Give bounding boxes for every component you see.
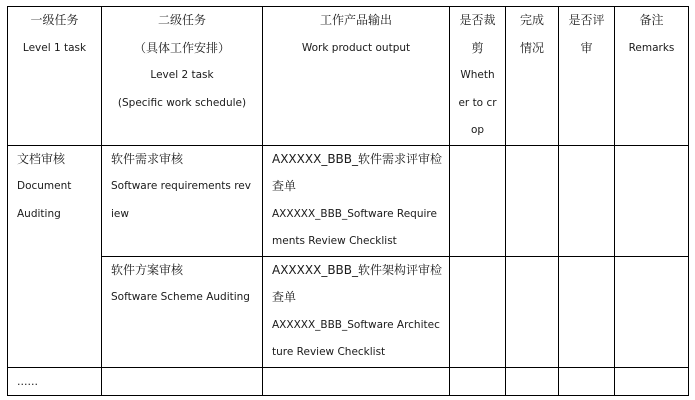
empty-cell (506, 367, 559, 396)
header-row (8, 7, 689, 146)
empty-cell (559, 367, 615, 396)
table-row (8, 145, 689, 256)
crop-cell (450, 256, 506, 367)
work-product-zh-2: 查单 (272, 290, 297, 304)
header-remarks-en: Remarks (628, 41, 675, 54)
header-review (559, 7, 615, 146)
work-product-cell (263, 256, 450, 367)
level2-zh: 软件方案审核 (111, 262, 184, 277)
level1-en-2: Auditing (17, 207, 61, 220)
level2-cell (102, 145, 263, 256)
work-product-zh-1: AXXXXX_BBB_软件架构评审检 (272, 262, 443, 277)
work-product-en-2: ture Review Checklist (272, 346, 386, 358)
level2-en-2: iew (111, 207, 129, 220)
header-crop-en-2: er to cr (458, 96, 497, 109)
level2-en-1: Software requirements rev (111, 180, 251, 192)
work-product-en-1: AXXXXX_BBB_Software Require (272, 207, 437, 220)
empty-cell (615, 367, 689, 396)
header-crop-zh-1: 是否裁 (459, 13, 496, 27)
work-product-cell (263, 145, 450, 256)
header-work-product-en: Work product output (301, 41, 411, 54)
level2-zh: 软件需求审核 (111, 151, 184, 166)
header-review-zh-1: 是否评 (568, 13, 605, 27)
header-crop (450, 7, 506, 146)
work-product-en-1: AXXXXX_BBB_Software Architec (272, 318, 440, 331)
header-level2-en-detail: (Specific work schedule) (117, 96, 247, 109)
table-row-continuation (8, 367, 689, 396)
header-work-product-zh: 工作产品输出 (319, 13, 392, 27)
header-crop-en-1: Wheth (460, 69, 495, 81)
header-level2-zh: 二级任务 (157, 13, 206, 27)
review-cell (559, 256, 615, 367)
remarks-cell (615, 145, 689, 256)
ellipsis-text: ...... (17, 374, 38, 388)
work-product-en-2: ments Review Checklist (272, 235, 397, 247)
table-row (8, 256, 689, 367)
completion-cell (506, 256, 559, 367)
header-completion-zh-1: 完成 (519, 13, 544, 27)
header-level1-en: Level 1 task (22, 41, 87, 54)
header-remarks (615, 7, 689, 146)
header-completion (506, 7, 559, 146)
header-crop-en-3: op (470, 124, 485, 136)
completion-cell (506, 145, 559, 256)
work-product-zh-1: AXXXXX_BBB_软件需求评审检 (272, 151, 443, 166)
empty-cell (102, 367, 263, 396)
header-level2 (102, 7, 263, 146)
header-level2-zh-detail: （具体工作安排） (133, 40, 230, 55)
header-remarks-zh: 备注 (639, 13, 664, 27)
level1-zh: 文档审核 (17, 151, 66, 166)
ellipsis-cell (8, 367, 102, 396)
empty-cell (450, 367, 506, 396)
work-product-zh-2: 查单 (272, 179, 297, 193)
header-level2-en: Level 2 task (150, 69, 214, 81)
header-review-zh-2: 审 (580, 40, 593, 55)
level2-cell (102, 256, 263, 367)
crop-cell (450, 145, 506, 256)
empty-cell (263, 367, 450, 396)
header-crop-zh-2: 剪 (471, 40, 484, 55)
header-work-product (263, 7, 450, 146)
header-completion-zh-2: 情况 (519, 40, 544, 55)
review-cell (559, 145, 615, 256)
remarks-cell (615, 256, 689, 367)
task-table (7, 6, 689, 396)
header-level1-zh: 一级任务 (30, 13, 79, 27)
level1-en-1: Document (17, 180, 72, 192)
level2-en-1: Software Scheme Auditing (111, 291, 250, 303)
level1-cell (8, 145, 102, 367)
header-level1 (8, 7, 102, 146)
